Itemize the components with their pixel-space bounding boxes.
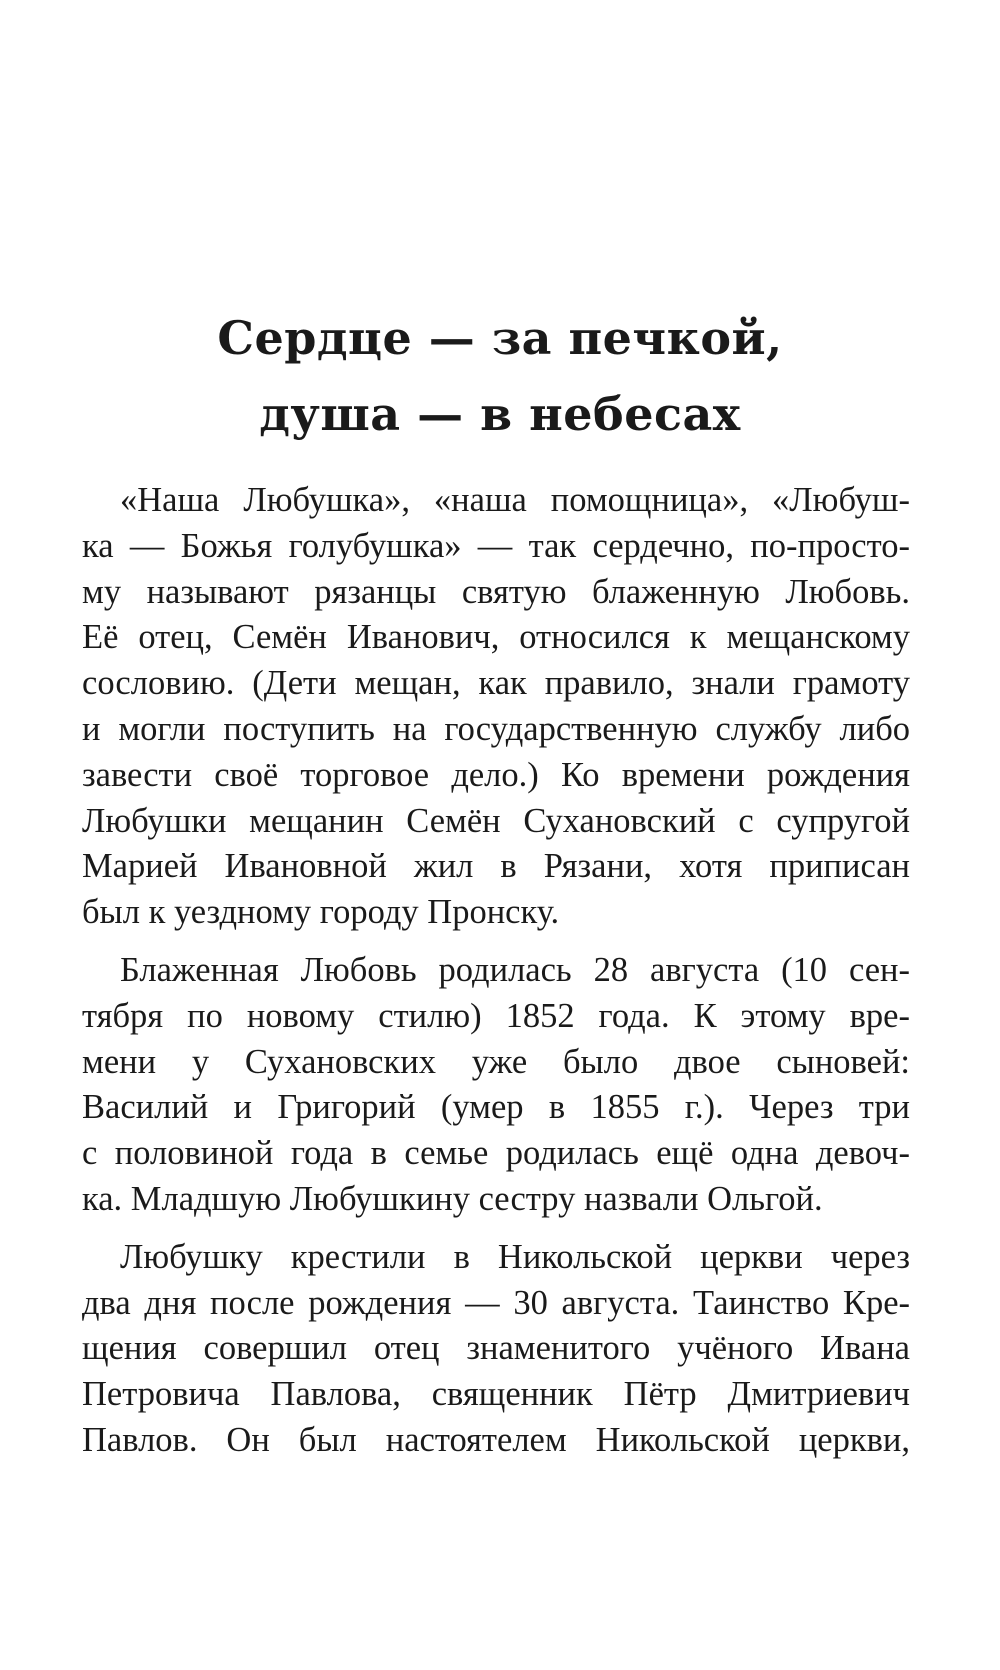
text-line: Петровича Павлова, священник Пётр Дмитриевич [82,1375,910,1414]
text-line: два дня после рождения — 30 августа. Таинство Кре- [82,1283,910,1322]
chapter-title [0,300,1000,452]
text-line: ка. Младшую Любушкину сестру назвали Ольгой. [82,1179,823,1218]
text-line: тября по новому стилю) 1852 года. К этому вре- [82,996,910,1035]
text-line: «Наша Любушка», «наша помощница», «Любуш- [120,481,910,519]
text-line: и могли поступить на государственную службу либо [82,709,910,748]
text-line: Блаженная Любовь родилась 28 августа (10 сен- [120,950,910,989]
paragraph-2 [82,948,910,1223]
text-line: Павлов. Он был настоятелем Никольской церкви, [82,1420,910,1459]
text-line: ка — Божья голубушка» — так сердечно, по-просто- [82,526,910,565]
text-line: Любушки мещанин Семён Сухановский с супругой [82,801,910,840]
chapter-body [82,478,910,1476]
text-line: щения совершил отец знаменитого учёного Ивана [82,1329,910,1368]
text-line: был к уездному городу Пронску. [82,893,560,932]
text-line: завести своё торговое дело.) Ко времени рождения [82,755,910,794]
text-line: мени у Сухановских уже было двое сыновей: [82,1042,910,1081]
text-line: Любушку крестили в Никольской церкви через [120,1237,910,1276]
paragraph-3 [82,1235,910,1464]
chapter-title-line-1: Сердце — за печкой, [217,311,783,365]
text-line: му называют рязанцы святую блаженную Любовь. [82,572,910,611]
text-line: Марией Ивановной жил в Рязани, хотя приписан [82,847,910,886]
paragraph-1 [82,478,910,936]
text-line: Её отец, Семён Иванович, относился к мещанскому [82,618,910,657]
text-line: с половиной года в семье родилась ещё одна девоч- [82,1134,910,1173]
text-line: Василий и Григорий (умер в 1855 г.). Через три [82,1088,910,1127]
text-line: сословию. (Дети мещан, как правило, знали грамоту [82,664,910,703]
chapter-title-line-2: душа — в небесах [259,387,741,441]
